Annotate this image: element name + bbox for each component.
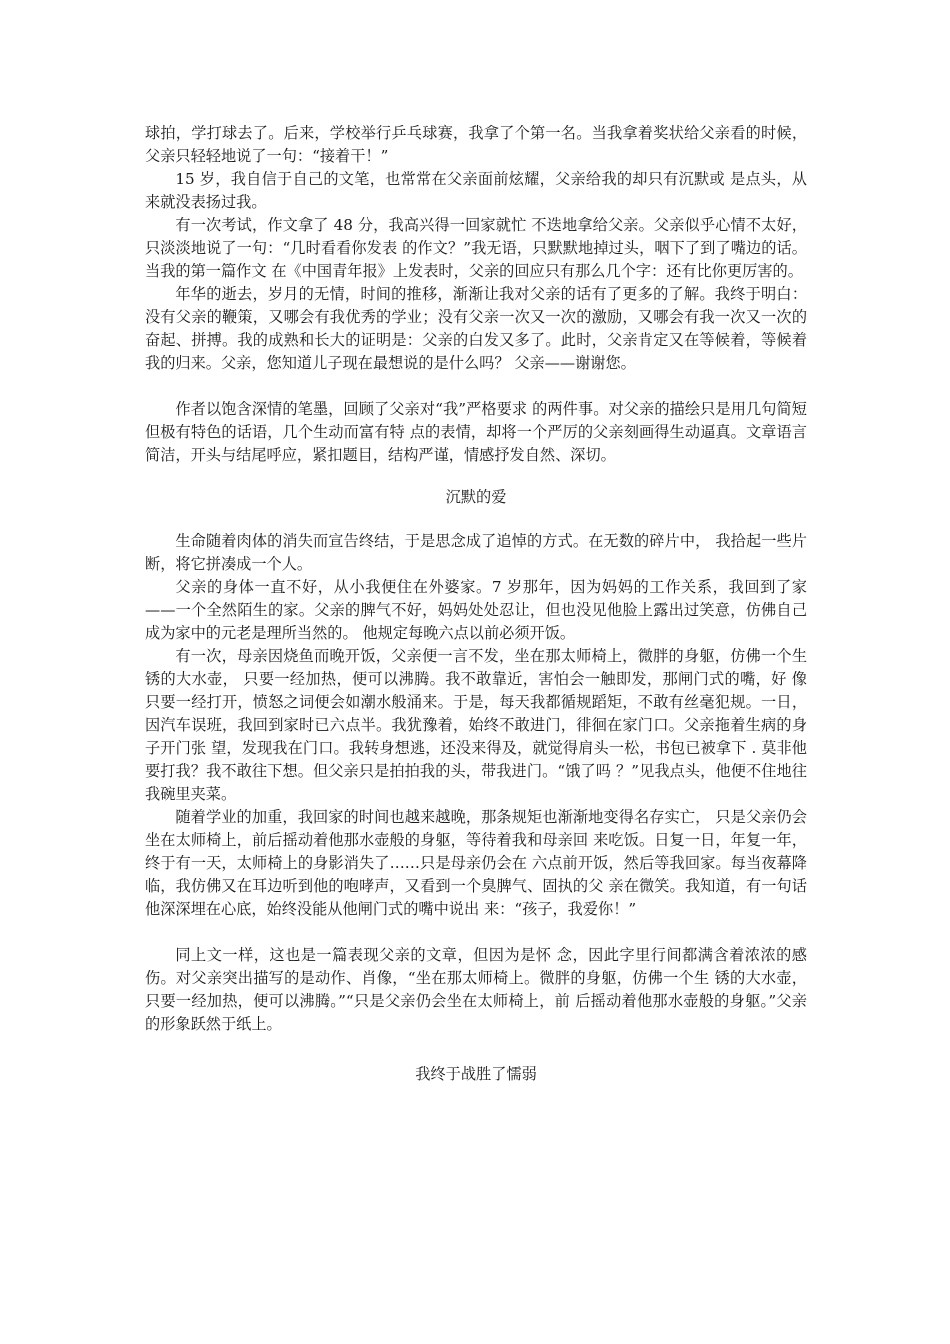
essay-2	[145, 530, 807, 1036]
essay-2-paragraph-3: 有一次，母亲因烧鱼而晚开饭，父亲便一言不发，坐在那太师椅上，微胖的身躯，仿佛一个生锈的大水壶， 只要一经加热，便可以沸腾。我不敢靠近，害怕会一触即发，那闸门式的嘴，好 像只要一经打开，愤怒之词便会如潮水般涌来。于是，每天我都循规蹈矩，不敢有丝毫犯规。一日，因汽车误班，我回到家时已六点半。我犹豫着，始终不敢进门，徘徊在家门口。父亲拖着生病的身子开门张 望，发现我在门口。我转身想逃，还没来得及，就觉得肩头一松，书包已被拿下 . 莫非他要打我？我不敢往下想。但父亲只是拍拍我的头，带我进门。“饿了吗 ？”见我点头，他便不住地往我碗里夹菜。	[145, 647, 807, 803]
essay-2-paragraph-1: 生命随着肉体的消失而宣告终结，于是思念成了追悼的方式。在无数的碎片中， 我拾起一些片断，将它拼凑成一个人。	[145, 532, 807, 573]
spacer	[145, 921, 807, 944]
essay-1	[145, 122, 807, 467]
essay-1-paragraph-2: 15 岁，我自信于自己的文笔，也常常在父亲面前炫耀，父亲给我的却只有沉默或 是点头，从来就没表扬过我。	[145, 170, 807, 211]
spacer	[145, 375, 807, 398]
essay-1-paragraph-3: 有一次考试，作文拿了 48 分，我高兴得一回家就忙 不迭地拿给父亲。父亲似乎心情不太好，只淡淡地说了一句：“几时看看你发表 的作文？”我无语，只默默地掉过头，咽下了到了嘴边的话。当我的第一篇作文 在《中国青年报》上发表时，父亲的回应只有那么几个字：还有比你更厉害的。	[145, 216, 807, 280]
document-page	[145, 122, 807, 1086]
essay-1-paragraph-4: 年华的逝去，岁月的无情，时间的推移，渐渐让我对父亲的话有了更多的了解。我终于明白：没有父亲的鞭策，又哪会有我优秀的学业；没有父亲一次又一次的激励，又哪会有我一次又一次的奋起、拼搏。我的成熟和长大的证明是：父亲的白发又多了。此时，父亲肯定又在等候着，等候着我的归来。父亲，您知道儿子现在最想说的是什么吗？ 父亲——谢谢您。	[145, 285, 807, 372]
essay-2-paragraph-4: 随着学业的加重，我回家的时间也越来越晚，那条规矩也渐渐地变得名存实亡， 只是父亲仍会坐在太师椅上，前后摇动着他那水壶般的身躯，等待着我和母亲回 来吃饭。日复一日，年复一年，终于有一天，太师椅上的身影消失了……只是母亲仍会在 六点前开饭，然后等我回家。每当夜幕降临，我仿佛又在耳边听到他的咆哮声，又看到一个臭脾气、固执的父 亲在微笑。我知道，有一句话他深深埋在心底，始终没能从他闸门式的嘴中说出 来：“孩子，我爱你！”	[145, 808, 807, 918]
essay-2-paragraph-2: 父亲的身体一直不好，从小我便住在外婆家。7 岁那年，因为妈妈的工作关系，我回到了家——一个全然陌生的家。父亲的脾气不好，妈妈处处忍让，但也没见他脸上露出过笑意，仿佛自己成为家中的元老是理所当然的。 他规定每晚六点以前必须开饭。	[145, 578, 807, 642]
essay-1-paragraph-1: 球拍，学打球去了。后来，学校举行乒乓球赛，我拿了个第一名。当我拿着奖状给父亲看的时候，父亲只轻轻地说了一句：“接着干！”	[145, 124, 807, 165]
essay-2-title: 沉默的爱	[445, 488, 507, 506]
essay-2-commentary: 同上文一样，这也是一篇表现父亲的文章，但因为是怀 念，因此字里行间都满含着浓浓的感伤。对父亲突出描写的是动作、肖像，“坐在那太师椅上。微胖的身躯，仿佛一个生 锈的大水壶，只要一经加热，便可以沸腾。”“只是父亲仍会坐在太师椅上，前 后摇动着他那水壶般的身躯。”父亲的形象跃然于纸上。	[145, 946, 807, 1033]
essay-1-commentary: 作者以饱含深情的笔墨，回顾了父亲对“我”严格要求 的两件事。对父亲的描绘只是用几句简短但极有特色的话语，几个生动而富有特 点的表情，却将一个严厉的父亲刻画得生动逼真。文章语言简洁，开头与结尾呼应，紧扣题目，结构严谨，情感抒发自然、深切。	[145, 400, 807, 464]
essay-3-title: 我终于战胜了懦弱	[415, 1065, 537, 1083]
